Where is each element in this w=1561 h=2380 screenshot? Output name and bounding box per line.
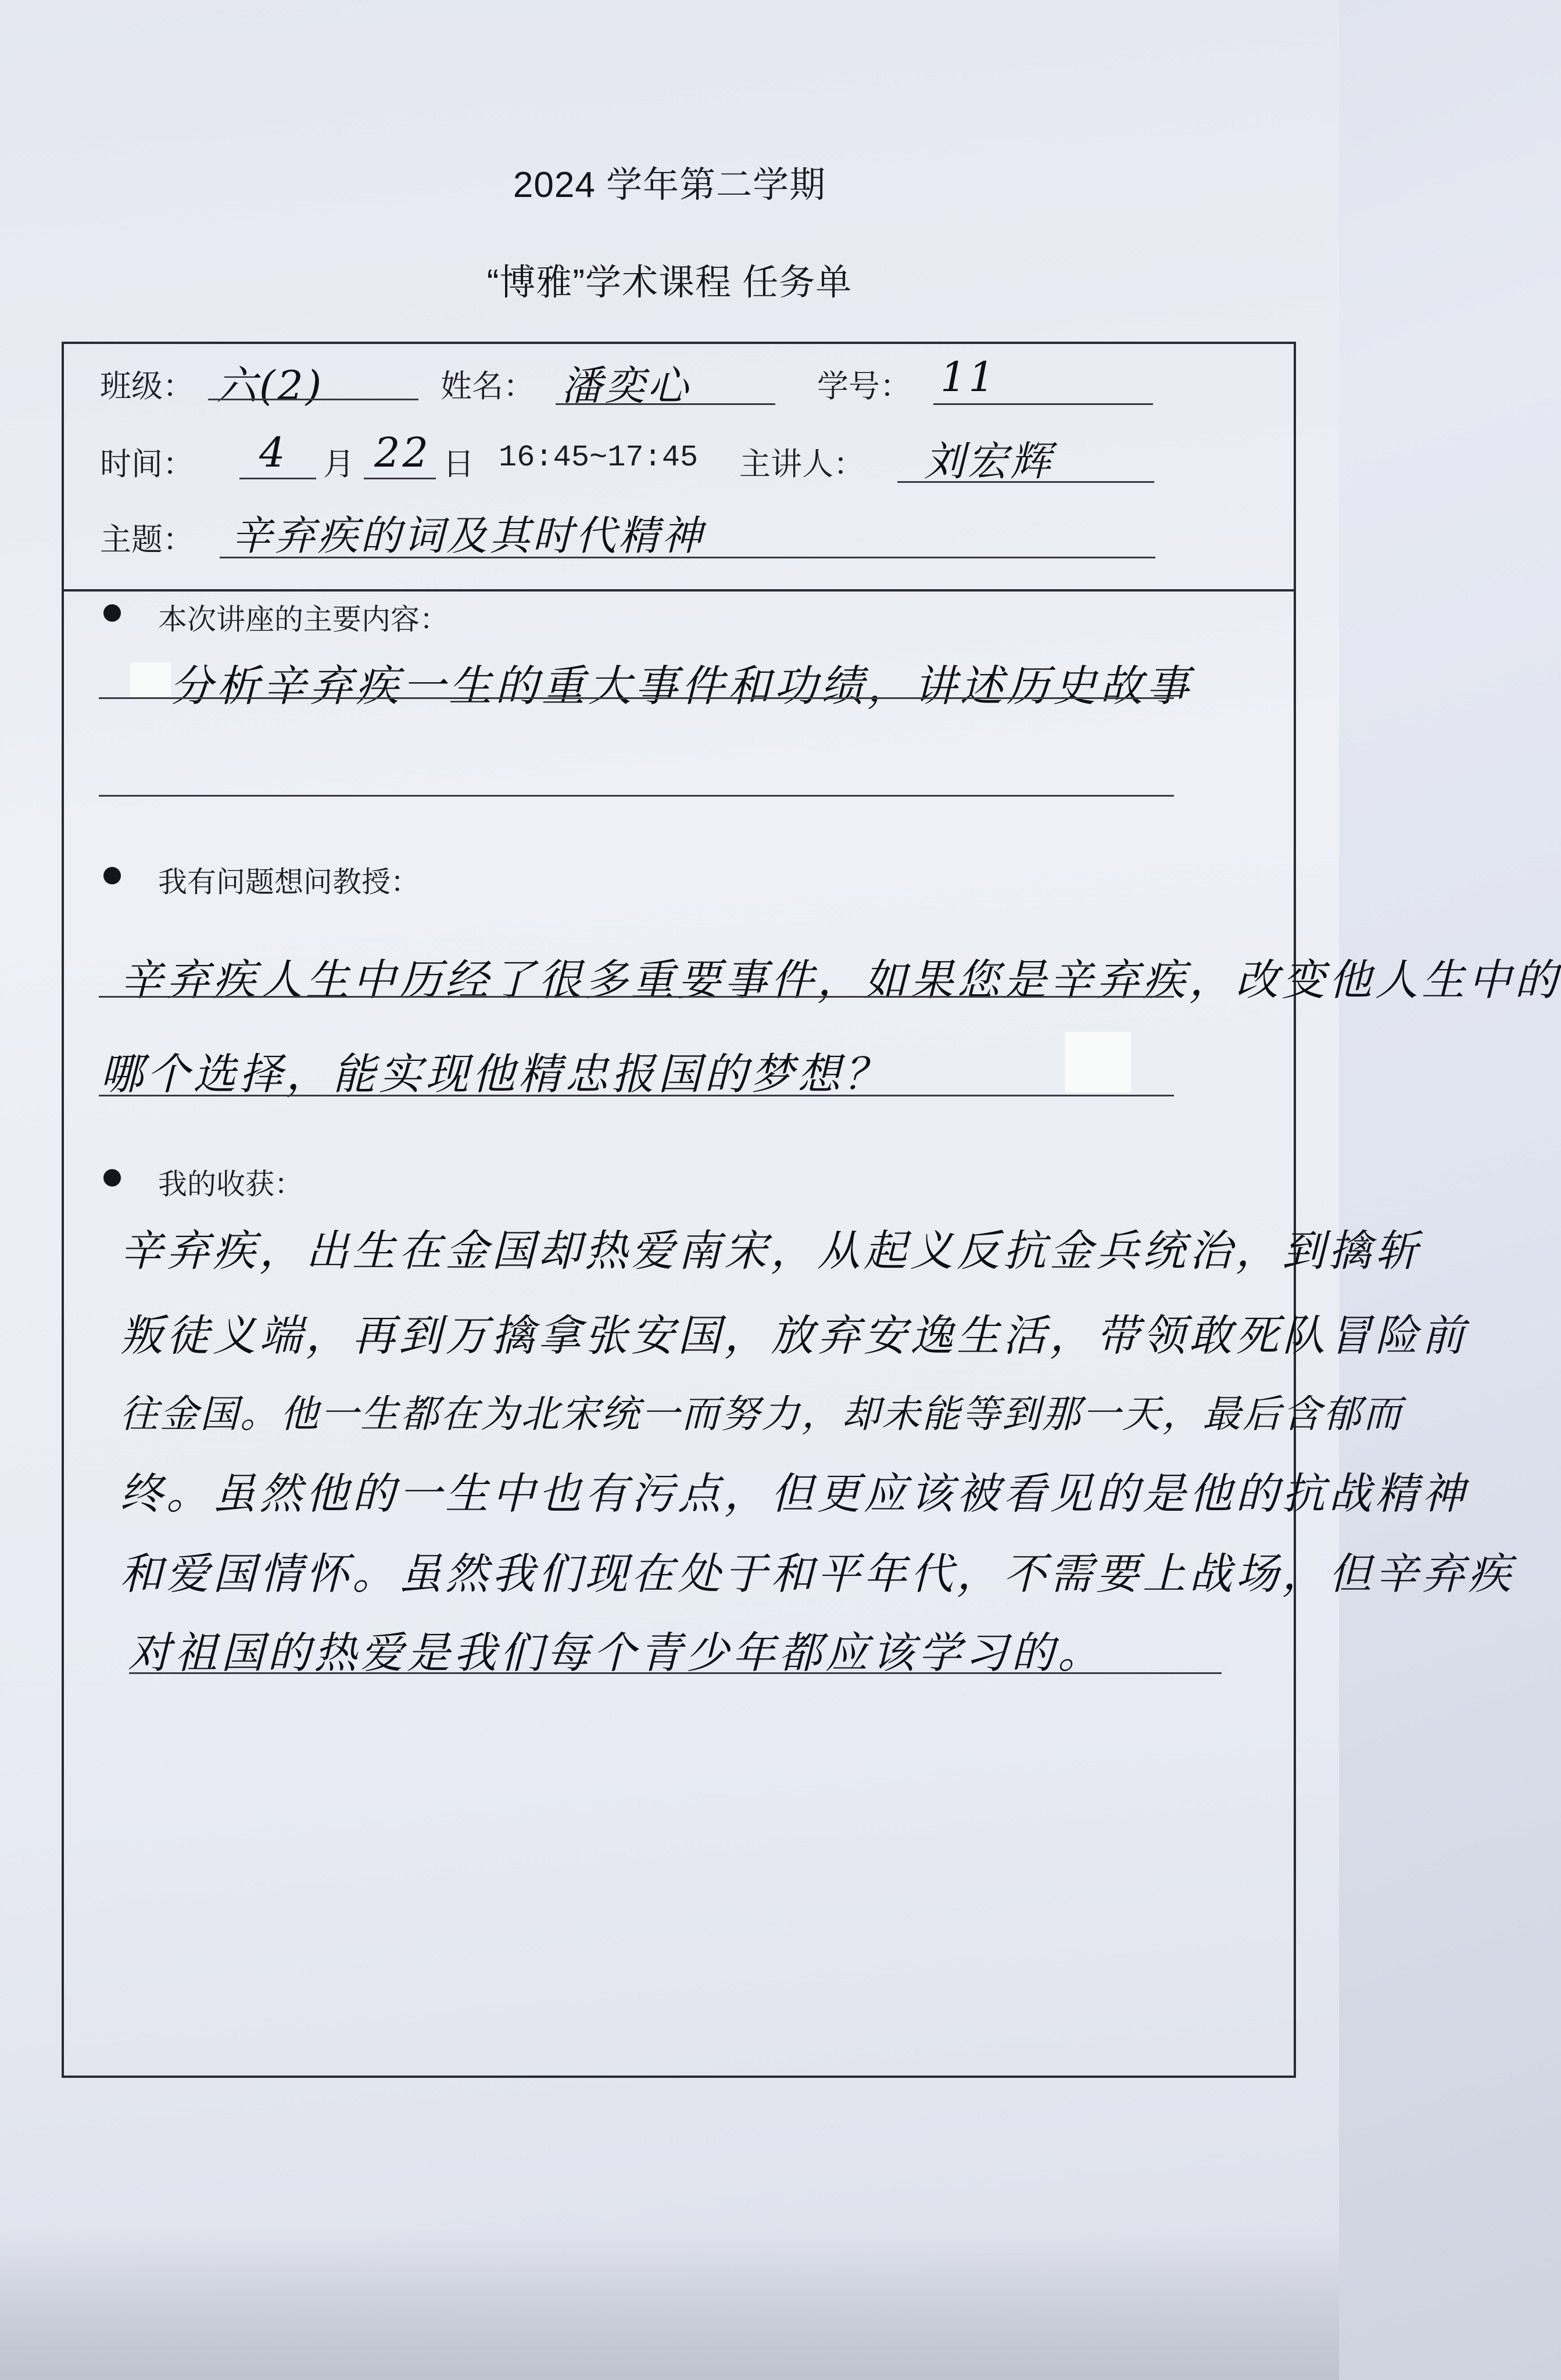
- time-range: 16:45~17:45: [499, 440, 699, 475]
- correction-tape: [130, 662, 171, 697]
- student-id-value: 11: [940, 353, 997, 401]
- class-label: 班级：: [100, 369, 194, 404]
- question-rule-1: [99, 996, 1174, 998]
- gain-rule: [129, 1672, 1222, 1674]
- speaker-value: 刘宏辉: [924, 438, 1053, 485]
- course-title: “博雅”学术课程 任务单: [486, 263, 853, 303]
- day-underline: [364, 478, 436, 479]
- topic-value: 辛弃疾的词及其时代精神: [231, 512, 704, 560]
- content-rule-1: [99, 697, 1174, 699]
- content-rule-2: [99, 795, 1174, 797]
- gain-heading: 我的收获：: [158, 1168, 303, 1200]
- month-unit: 月: [323, 447, 355, 482]
- gain-line-2: 叛徒义端，再到万擒拿张安国，放弃安逸生活，带领敢死队冒险前: [120, 1311, 1468, 1361]
- gain-line-6: 对祖国的热爱是我们每个青少年都应该学习的。: [128, 1628, 1104, 1678]
- header-divider: [64, 589, 1294, 592]
- bullet-icon: [103, 604, 121, 622]
- class-underline: [208, 399, 418, 400]
- month-value: 4: [259, 429, 288, 476]
- gain-line-1: 辛弃疾，出生在金国却热爱南宋，从起义反抗金兵统治，到擒斩: [120, 1226, 1422, 1276]
- gain-line-5: 和爱国情怀。虽然我们现在处于和平年代，不需要上战场，但辛弃疾: [120, 1549, 1515, 1599]
- question-heading: 我有问题想问教授：: [158, 866, 420, 898]
- name-underline: [556, 403, 775, 405]
- name-label: 姓名：: [441, 369, 535, 404]
- student-id-underline: [933, 403, 1153, 405]
- speaker-label: 主讲人：: [739, 447, 865, 482]
- class-value: 六(2): [216, 362, 324, 410]
- bullet-icon: [103, 867, 121, 884]
- student-id-label: 学号：: [817, 369, 911, 404]
- name-value: 潘奕心: [561, 362, 690, 410]
- content-heading: 本次讲座的主要内容：: [158, 603, 449, 636]
- gain-line-3: 往金国。他一生都在为北宋统一而努力，却未能等到那一天，最后含郁而: [120, 1392, 1403, 1436]
- semester-title: 2024 学年第二学期: [513, 165, 826, 205]
- topic-label: 主题：: [100, 522, 194, 557]
- topic-underline: [220, 557, 1155, 558]
- bullet-icon: [103, 1169, 121, 1187]
- question-rule-2: [99, 1095, 1174, 1096]
- day-unit: 日: [443, 447, 474, 482]
- correction-tape: [1065, 1032, 1131, 1092]
- content-line-1: 分析辛弃疾一生的重大事件和功绩，讲述历史故事: [170, 661, 1193, 711]
- time-label: 时间：: [100, 447, 194, 482]
- question-line-1: 辛弃疾人生中历经了很多重要事件，如果您是辛弃疾，改变他人生中的: [120, 955, 1561, 1005]
- speaker-underline: [897, 481, 1154, 483]
- question-line-2: 哪个选择，能实现他精忠报国的梦想？: [100, 1049, 890, 1099]
- paper-shadow: [0, 2229, 1339, 2380]
- month-underline: [239, 478, 316, 479]
- gain-line-4: 终。虽然他的一生中也有污点，但更应该被看见的是他的抗战精神: [120, 1469, 1468, 1519]
- day-value: 22: [374, 429, 431, 476]
